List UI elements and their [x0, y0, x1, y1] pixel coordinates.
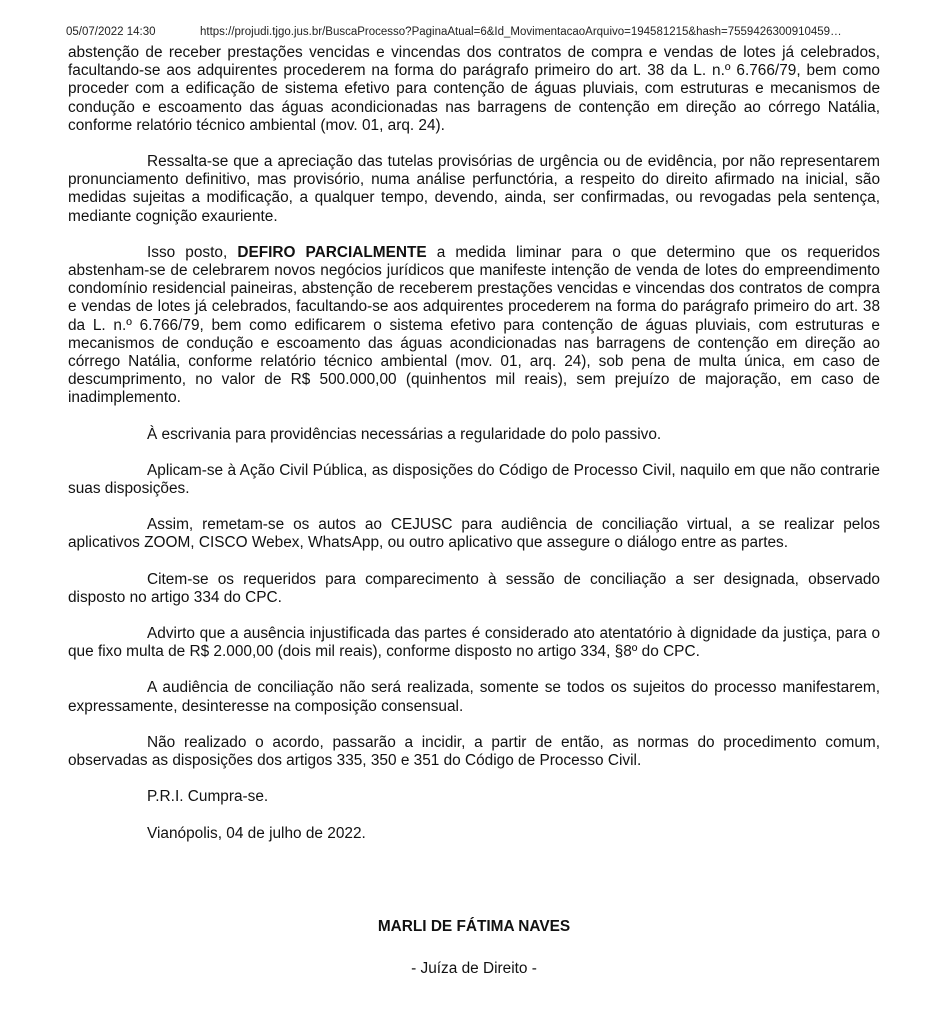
paragraph-advertencia: Advirto que a ausência injustificada das partes é considerado ato atentatório à dignidade da justiça, para o que fixo multa de R$ 2.000,00 (dois mil reais), conforme disposto no artigo 334, §8º do CPC.: [68, 625, 880, 661]
paragraph-citacao: Citem-se os requeridos para comparecimento à sessão de conciliação a ser designada, observado disposto no artigo 334 do CPC.: [68, 570, 880, 606]
paragraph-continuation: abstenção de receber prestações vencidas e vincendas dos contratos de compra e vendas de lotes já celebrados, facultando-se aos adquirentes procederem na forma do parágrafo primeiro do art. 38 da L. n.º 6.766/79, bem como proceder com a edificação de sistema efetivo para contenção de águas pluviais, com estruturas e mecanismos de condução e escoamento das águas acondicionadas nas barragens de contenção em direção ao córrego Natália, conforme relatório técnico ambiental (mov. 01, arq. 24).: [68, 44, 880, 134]
paragraph-escrivania: À escrivania para providências necessárias a regularidade do polo passivo.: [147, 425, 662, 443]
print-url: https://projudi.tjgo.jus.br/BuscaProcesso?PaginaAtual=6&Id_MovimentacaoArquivo=194581215&hash=7559426300910459…: [200, 26, 842, 38]
dispositivo-bold: DEFIRO PARCIALMENTE: [237, 243, 427, 261]
paragraph-acao-civil: Aplicam-se à Ação Civil Pública, as disposições do Código de Processo Civil, naquilo em que não contrarie suas disposições.: [68, 461, 880, 498]
paragraph-audiencia: A audiência de conciliação não será realizada, somente se todos os sujeitos do processo manifestarem, expressamente, desinteresse na composição consensual.: [68, 679, 880, 715]
paragraph-procedimento: Não realizado o acordo, passarão a incidir, a partir de então, as normas do procedimento comum, observadas as disposições dos artigos 335, 350 e 351 do Código de Processo Civil.: [68, 733, 880, 770]
paragraph-tutelas: Ressalta-se que a apreciação das tutelas provisórias de urgência ou de evidência, por não representarem pronunciamento definitivo, mas provisório, numa análise perfunctória, a respeito do direito afirmado na inicial, são medidas sujeitas a modificação, a qualquer tempo, devendo, ainda, ser confirmadas, ou revogadas pela sentença, mediante cognição exauriente.: [68, 153, 880, 225]
print-date: 05/07/2022 14:30: [66, 26, 156, 38]
print-header: [66, 24, 888, 40]
paragraph-local-data: Vianópolis, 04 de julho de 2022.: [147, 824, 366, 842]
dispositivo-intro: Isso posto,: [147, 243, 238, 261]
signatory-role: - Juíza de Direito -: [411, 960, 537, 977]
signatory-name: MARLI DE FÁTIMA NAVES: [377, 918, 571, 935]
decision-body: [68, 44, 880, 861]
paragraph-pri: P.R.I. Cumpra-se.: [147, 788, 269, 806]
dispositivo-text: a medida liminar para o que determino que os requeridos abstenham-se de celebrarem novos negócios jurídicos que manifeste intenção de venda de lotes do empreendimento condomínio residencial paineiras, abstenção de receberem prestações vencidas e vincendas dos contratos de compra e vendas de lotes já celebrados, facultando-se aos adquirentes procederem na forma do parágrafo primeiro do art. 38 da L. n.º 6.766/79, bem como edificarem o sistema efetivo para contenção de águas pluviais, com estruturas e mecanismos de condução e escoamento das águas acondicionadas nas barragens de contenção em direção ao córrego Natália, conforme relatório técnico ambiental (mov. 01, arq. 24), sob pena de multa única, em caso de descumprimento, no valor de R$ 500.000,00 (quinhentos mil reais), sem prejuízo de majoração, em caso de inadimplemento.: [68, 243, 880, 407]
paragraph-dispositivo: [68, 244, 880, 408]
paragraph-cejusc: Assim, remetam-se os autos ao CEJUSC para audiência de conciliação virtual, a se realizar pelos aplicativos ZOOM, CISCO Webex, WhatsApp, ou outro aplicativo que assegure o diálogo entre as partes.: [68, 516, 880, 552]
